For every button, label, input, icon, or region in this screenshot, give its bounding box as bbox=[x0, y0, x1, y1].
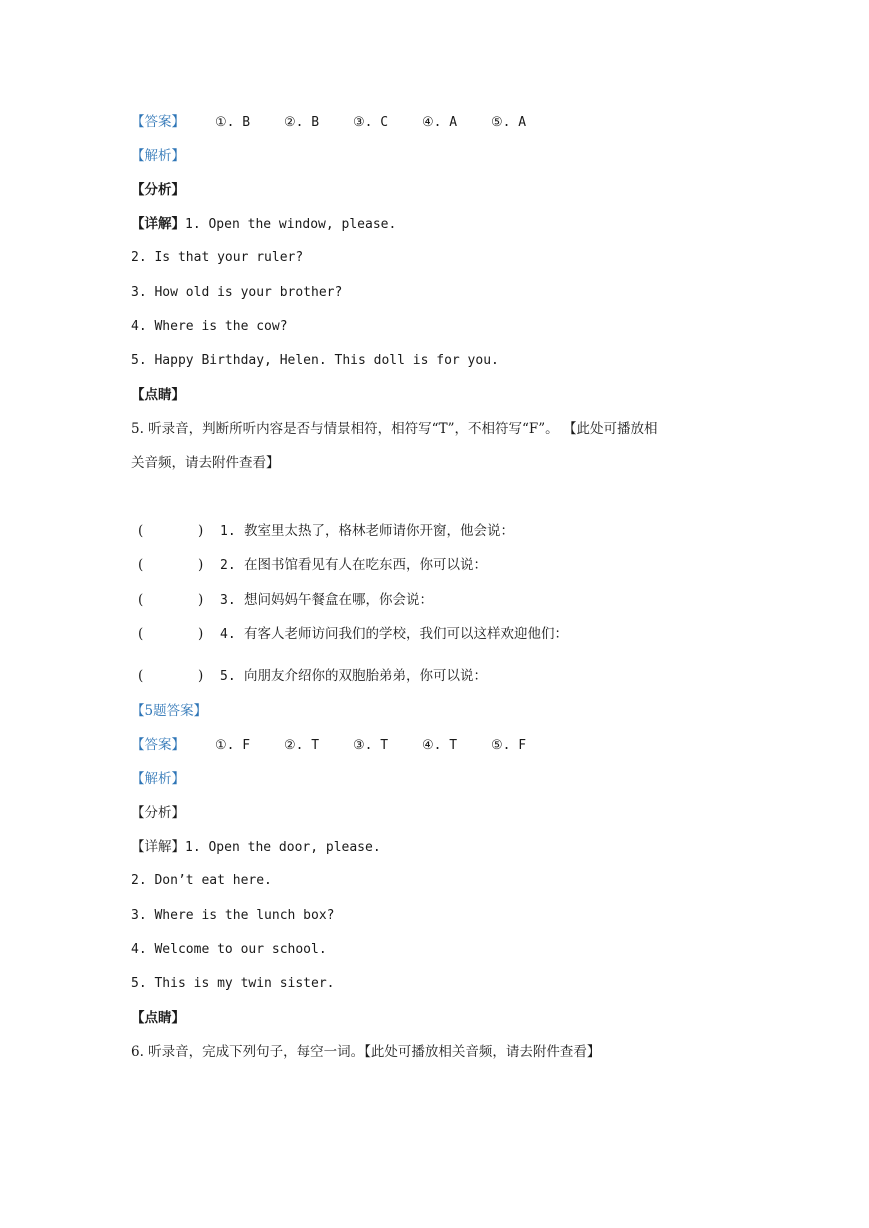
item-text: 在图书馆看见有人在吃东西，你可以说： bbox=[244, 557, 487, 573]
item-number: 1. bbox=[220, 524, 236, 539]
answer-blank-open: ( bbox=[138, 626, 144, 642]
detail-text: 1. Open the door, please. bbox=[185, 840, 381, 855]
answer-blank-close: ) bbox=[198, 668, 204, 684]
item-text: 向朋友介绍你的双胞胎弟弟，你可以说： bbox=[244, 668, 487, 684]
detail-line: 2. Don’t eat here. bbox=[131, 873, 272, 888]
detail-line: 3. How old is your brother? bbox=[131, 285, 343, 300]
detail-line: 5. This is my twin sister. bbox=[131, 976, 335, 991]
fenxi-label: 【分析】 bbox=[131, 182, 185, 198]
answer-blank-open: ( bbox=[138, 592, 144, 608]
detail-line: 2. Is that your ruler? bbox=[131, 250, 304, 265]
answer-section-title: 【5题答案】 bbox=[131, 703, 208, 719]
question-instruction: 关音频，请去附件查看】 bbox=[131, 455, 280, 471]
dianjing-label: 【点睛】 bbox=[131, 387, 185, 403]
answer-blank-open: ( bbox=[138, 557, 144, 573]
answer-option: ①. F bbox=[215, 738, 251, 753]
detail-line bbox=[131, 214, 396, 235]
detail-line: 3. Where is the lunch box? bbox=[131, 908, 335, 923]
analysis-label: 【解析】 bbox=[131, 771, 185, 787]
question-item bbox=[138, 590, 433, 611]
item-number: 4. bbox=[220, 627, 236, 642]
answer-blank-open: ( bbox=[138, 668, 144, 684]
detail-line bbox=[131, 837, 381, 858]
question-item bbox=[138, 666, 487, 687]
item-text: 有客人老师访问我们的学校，我们可以这样欢迎他们： bbox=[244, 626, 568, 642]
answer-blank-close: ) bbox=[198, 557, 204, 573]
answer-row-2 bbox=[131, 735, 526, 756]
question-instruction: 5. 听录音，判断所听内容是否与情景相符，相符写“T”，不相符写“F”。 【此处可播放相 bbox=[131, 421, 658, 437]
answer-blank-close: ) bbox=[198, 523, 204, 539]
question-item bbox=[138, 521, 514, 542]
question-item bbox=[138, 624, 568, 645]
detail-label: 【详解】 bbox=[131, 839, 185, 855]
answer-option: ④. A bbox=[422, 115, 458, 130]
answer-option: ④. T bbox=[422, 738, 458, 753]
detail-text: 1. Open the window, please. bbox=[185, 217, 397, 232]
item-number: 3. bbox=[220, 593, 236, 608]
question-instruction: 6. 听录音，完成下列句子，每空一词。【此处可播放相关音频，请去附件查看】 bbox=[131, 1044, 601, 1060]
answer-label: 【答案】 bbox=[131, 737, 185, 753]
answer-option: ②. T bbox=[284, 738, 320, 753]
detail-line: 4. Welcome to our school. bbox=[131, 942, 327, 957]
analysis-label: 【解析】 bbox=[131, 148, 185, 164]
answer-option: ③. C bbox=[353, 115, 389, 130]
fenxi-label: 【分析】 bbox=[131, 805, 185, 821]
dianjing-label: 【点睛】 bbox=[131, 1010, 185, 1026]
answer-option: ①. B bbox=[215, 115, 251, 130]
item-text: 想问妈妈午餐盒在哪，你会说： bbox=[244, 592, 433, 608]
detail-line: 4. Where is the cow? bbox=[131, 319, 288, 334]
answer-option: ②. B bbox=[284, 115, 320, 130]
answer-option: ⑤. F bbox=[491, 738, 527, 753]
answer-option: ③. T bbox=[353, 738, 389, 753]
answer-blank-close: ) bbox=[198, 626, 204, 642]
answer-blank-open: ( bbox=[138, 523, 144, 539]
item-number: 5. bbox=[220, 669, 236, 684]
answer-blank-close: ) bbox=[198, 592, 204, 608]
item-number: 2. bbox=[220, 558, 236, 573]
answer-option: ⑤. A bbox=[491, 115, 527, 130]
answer-label: 【答案】 bbox=[131, 114, 185, 130]
answer-row-1 bbox=[131, 112, 526, 133]
detail-label: 【详解】 bbox=[131, 216, 185, 232]
question-item bbox=[138, 555, 487, 576]
item-text: 教室里太热了，格林老师请你开窗，他会说： bbox=[244, 523, 514, 539]
detail-line: 5. Happy Birthday, Helen. This doll is for you. bbox=[131, 353, 499, 368]
